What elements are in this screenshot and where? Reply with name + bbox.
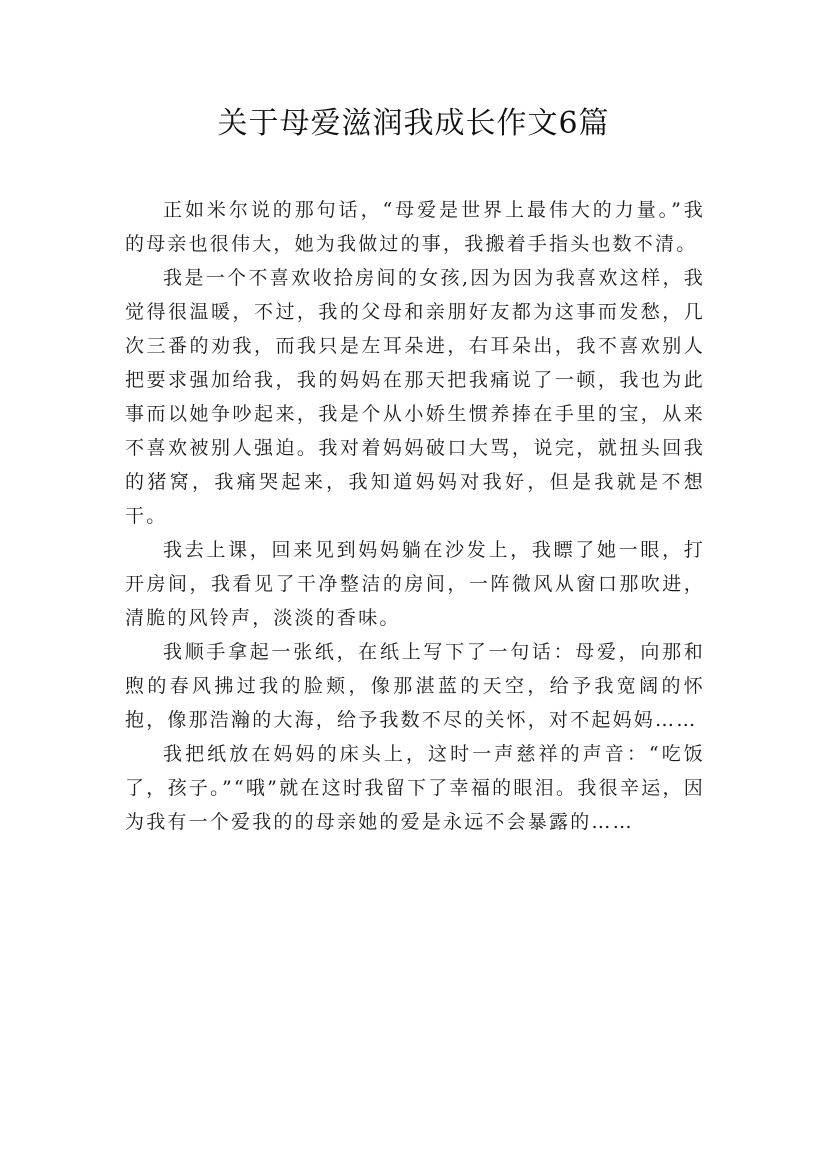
- paragraph: 我去上课，回来见到妈妈躺在沙发上，我瞟了她一眼，打开房间，我看见了干净整洁的房间，一阵微风从窗口那吹进，清脆的风铃声，淡淡的香味。: [125, 539, 705, 629]
- paragraph: 我顺手拿起一张纸，在纸上写下了一句话：母爱，向那和煦的春风拂过我的脸颊，像那湛蓝的天空，给予我宽阔的怀抱，像那浩瀚的大海，给予我数不尽的关怀，对不起妈妈……: [125, 641, 705, 731]
- paragraph: 我是一个不喜欢收拾房间的女孩,因为因为我喜欢这样，我觉得很温暖，不过，我的父母和亲朋好友都为这事而发愁，几次三番的劝我，而我只是左耳朵进，右耳朵出，我不喜欢别人把要求强加给我，我的妈妈在那天把我痛说了一顿，我也为此事而以她争吵起来，我是个从小娇生惯养捧在手里的宝，从来不喜欢被别人强迫。我对着妈妈破口大骂，说完，就扭头回我的猪窝，我痛哭起来，我知道妈妈对我好，但是我就是不想干。: [125, 267, 705, 527]
- paragraph: 我把纸放在妈妈的床头上，这时一声慈祥的声音：“吃饭了，孩子。”“哦”就在这时我留下了幸福的眼泪。我很辛运，因为我有一个爱我的的母亲她的爱是永远不会暴露的……: [125, 743, 705, 833]
- document-body: [125, 193, 705, 839]
- paragraph: 正如米尔说的那句话，“母爱是世界上最伟大的力量。”我的母亲也很伟大，她为我做过的事，我搬着手指头也数不清。: [125, 199, 705, 255]
- document-title: 关于母爱滋润我成长作文6篇: [217, 106, 610, 141]
